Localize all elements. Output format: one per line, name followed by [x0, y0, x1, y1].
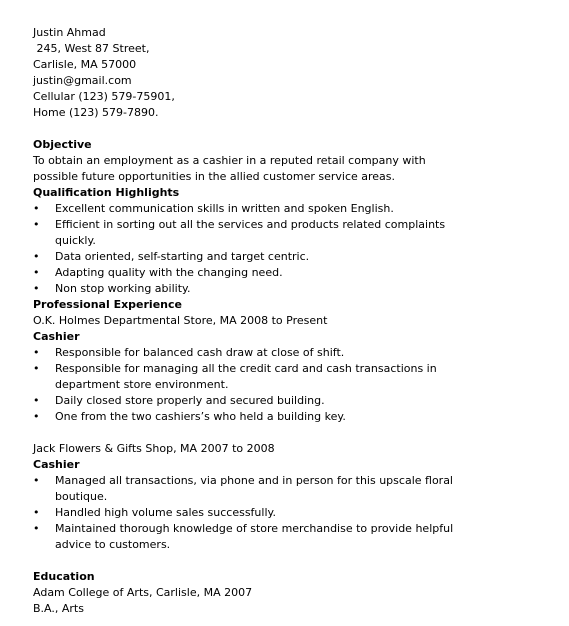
bullet-icon: • — [33, 522, 40, 535]
spacer — [33, 553, 553, 569]
experience-heading: Professional Experience — [33, 298, 182, 311]
list-item-text: Data oriented, self-starting and target centric. — [55, 250, 310, 263]
list-item-text: Managed all transactions, via phone and in person for this upscale floral boutique. — [55, 474, 453, 503]
list-item — [33, 409, 553, 425]
list-item — [33, 281, 553, 297]
qualifications-section — [33, 185, 553, 297]
bullet-icon: • — [33, 362, 40, 375]
list-item-text: Maintained thorough knowledge of store merchandise to provide helpful advice to customers. — [55, 522, 454, 551]
list-item-text: Handled high volume sales successfully. — [55, 506, 276, 519]
list-item-text: Non stop working ability. — [55, 282, 191, 295]
education-heading: Education — [33, 570, 95, 583]
qualifications-heading: Qualification Highlights — [33, 186, 180, 199]
list-item — [33, 393, 553, 409]
job-duties-list — [33, 345, 553, 425]
list-item — [33, 265, 553, 281]
job-employer: O.K. Holmes Departmental Store, MA 2008 to Present — [33, 314, 328, 327]
list-item — [33, 345, 553, 361]
list-item-text: Efficient in sorting out all the services and products related complaints quickly. — [55, 218, 446, 247]
list-item — [33, 505, 553, 521]
list-item-text: Excellent communication skills in written and spoken English. — [55, 202, 394, 215]
list-item — [33, 217, 553, 249]
contact-email: justin@gmail.com — [33, 74, 132, 87]
contact-street: 245, West 87 Street, — [33, 42, 150, 55]
bullet-icon: • — [33, 250, 40, 263]
contact-home-phone: Home (123) 579-7890. — [33, 106, 159, 119]
job-entry — [33, 313, 553, 425]
bullet-icon: • — [33, 474, 40, 487]
education-degree: B.A., Arts — [33, 602, 84, 615]
bullet-icon: • — [33, 410, 40, 423]
job-title: Cashier — [33, 330, 80, 343]
objective-text: To obtain an employment as a cashier in a reputed retail company with possible future opportunities in the allied customer service areas. — [33, 154, 426, 183]
list-item-text: Daily closed store properly and secured building. — [55, 394, 325, 407]
bullet-icon: • — [33, 394, 40, 407]
contact-name: Justin Ahmad — [33, 26, 106, 39]
job-entry — [33, 441, 553, 553]
job-duties-list — [33, 473, 553, 553]
objective-heading: Objective — [33, 138, 92, 151]
job-title: Cashier — [33, 458, 80, 471]
bullet-icon: • — [33, 282, 40, 295]
experience-section — [33, 297, 553, 553]
list-item — [33, 361, 553, 393]
contact-cell-phone: Cellular (123) 579-75901, — [33, 90, 175, 103]
spacer — [33, 425, 553, 441]
contact-block — [33, 25, 553, 121]
bullet-icon: • — [33, 218, 40, 231]
job-employer: Jack Flowers & Gifts Shop, MA 2007 to 2008 — [33, 442, 275, 455]
list-item — [33, 473, 553, 505]
bullet-icon: • — [33, 506, 40, 519]
education-section — [33, 569, 553, 617]
education-school: Adam College of Arts, Carlisle, MA 2007 — [33, 586, 253, 599]
qualifications-list — [33, 201, 553, 297]
list-item-text: Responsible for managing all the credit card and cash transactions in department store environment. — [55, 362, 437, 391]
contact-city: Carlisle, MA 57000 — [33, 58, 137, 71]
bullet-icon: • — [33, 266, 40, 279]
resume-document — [33, 25, 553, 617]
spacer — [33, 121, 553, 137]
list-item-text: Responsible for balanced cash draw at close of shift. — [55, 346, 345, 359]
list-item-text: One from the two cashiers’s who held a building key. — [55, 410, 346, 423]
bullet-icon: • — [33, 202, 40, 215]
list-item-text: Adapting quality with the changing need. — [55, 266, 283, 279]
bullet-icon: • — [33, 346, 40, 359]
list-item — [33, 521, 553, 553]
list-item — [33, 201, 553, 217]
list-item — [33, 249, 553, 265]
objective-section — [33, 137, 553, 185]
